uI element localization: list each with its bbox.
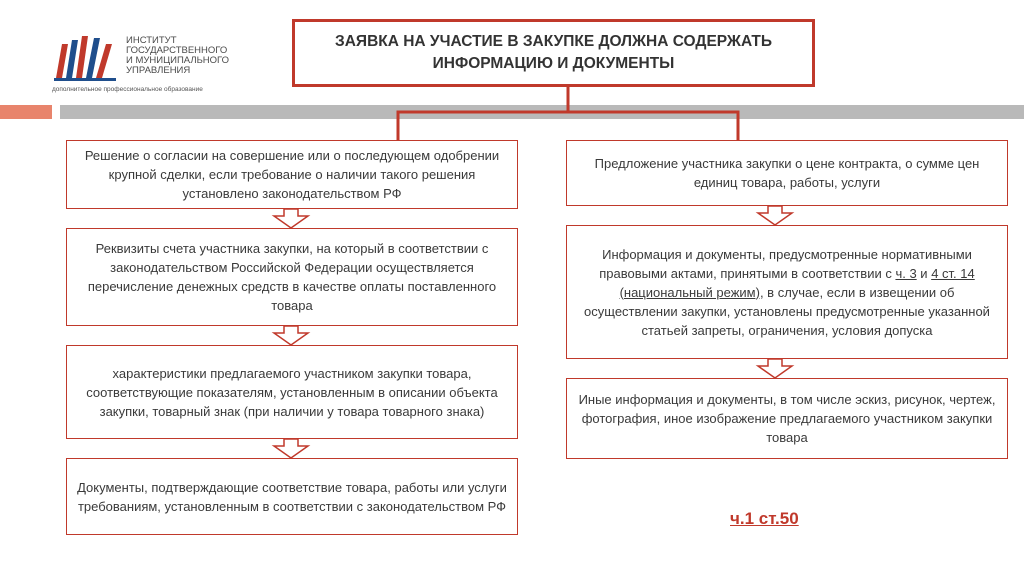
left-box-2: Реквизиты счета участника закупки, на который в соответствии с законодательством Российской Федерации осуществляется перечисление денежных средств в качестве оплаты поставленного товара: [66, 228, 518, 326]
right-box-1: Предложение участника закупки о цене контракта, о сумме цен единиц товара, работы, услуги: [566, 140, 1008, 206]
law-reference[interactable]: ч.1 ст.50: [730, 509, 799, 528]
logo-line-3: И МУНИЦИПАЛЬНОГО: [126, 55, 230, 66]
right-box-3: Иные информация и документы, в том числе эскиз, рисунок, чертеж, фотография, иное изображение предлагаемого участником закупки товара: [566, 378, 1008, 459]
right-box-2-part-1: Информация и документы, предусмотренные нормативными правовыми актами, принятыми в соответствии с: [599, 246, 972, 281]
link-st14[interactable]: 4 ст. 14 (национальный режим): [619, 265, 975, 300]
left-box-3: характеристики предлагаемого участником закупки товара, соответствующие показателям, установленным в описании объекта закупки, товарный знак (при наличии у товара товарного знака): [66, 345, 518, 439]
page-title: [292, 19, 815, 87]
left-box-4: Документы, подтверждающие соответствие товара, работы или услуги требованиям, установленным в соответствии с законодательством РФ: [66, 458, 518, 535]
right-box-2-text: [575, 245, 999, 340]
right-box-2: [566, 225, 1008, 359]
right-box-2-part-3: , в случае, если в извещении об осуществлении закупки, установлены предусмотренные указанной статьей запреты, ограничения, условия допуска: [584, 284, 990, 338]
arrow-left-3: [274, 439, 308, 458]
title-line-1: ЗАЯВКА НА УЧАСТИЕ В ЗАКУПКЕ ДОЛЖНА СОДЕРЖАТЬ: [335, 33, 772, 50]
logo-line-1: ИНСТИТУТ: [126, 35, 177, 46]
title-line-2: ИНФОРМАЦИЮ И ДОКУМЕНТЫ: [432, 55, 675, 72]
right-box-2-part-2: и: [916, 265, 932, 281]
arrow-left-1: [274, 209, 308, 228]
logo-subtitle: дополнительное профессиональное образование: [52, 86, 203, 93]
link-ch3[interactable]: ч. 3: [895, 265, 917, 281]
arrow-left-2: [274, 326, 308, 345]
arrow-right-1: [758, 206, 792, 225]
arrow-right-2: [758, 359, 792, 378]
logo-line-2: ГОСУДАРСТВЕННОГО: [126, 45, 228, 56]
left-box-1: Решение о согласии на совершение или о последующем одобрении крупной сделки, если требование о наличии такого решения установлено законодательством РФ: [66, 140, 518, 209]
logo-line-4: УПРАВЛЕНИЯ: [126, 65, 191, 76]
